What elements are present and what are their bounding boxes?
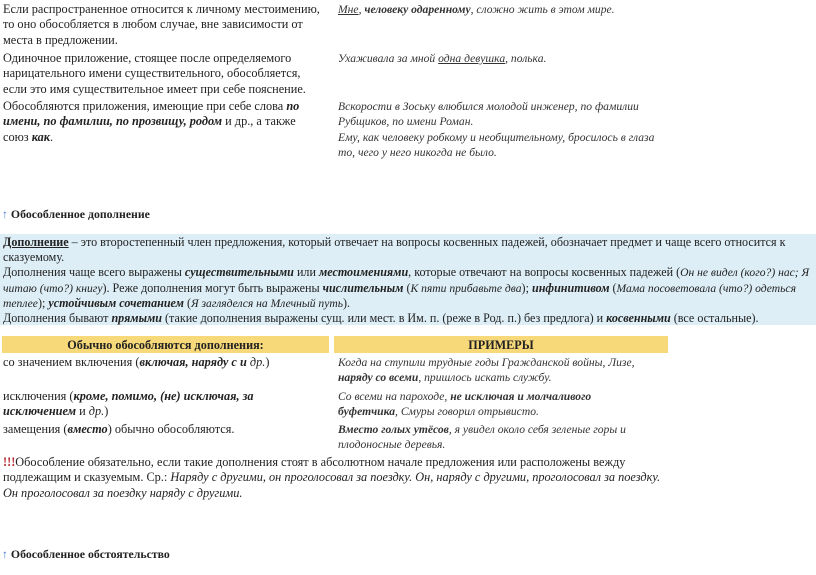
example-1-underlined: Мне bbox=[338, 3, 359, 16]
rule-3 bbox=[3, 99, 321, 145]
r1la: со значением включения ( bbox=[3, 355, 140, 369]
p2m: ( bbox=[609, 280, 617, 295]
r1le: ) bbox=[265, 355, 270, 369]
rule-1: Если распространенное относится к личному местоимению, то оно обособляется в любом случае, вне зависимости от места в предложении. bbox=[3, 2, 320, 47]
table2-row1-right bbox=[338, 355, 668, 386]
r1ra: Когда на ступили трудные годы Гражданской войны, Лизе, bbox=[338, 356, 635, 369]
example-2-post: , полька. bbox=[505, 52, 547, 65]
rule-3-pre: Обособляются приложения, имеющие при себе слова bbox=[3, 99, 287, 113]
p2g: ). Реже дополнения могут быть выражены bbox=[102, 280, 323, 295]
p2i: ( bbox=[403, 280, 411, 295]
definition-p3 bbox=[3, 311, 813, 326]
note-examples: Наряду с другими, он проголосовал за поездку. Он, наряду с другими, проголосовал за поездку. Он проголосовал за поездку наряду с другими. bbox=[3, 470, 661, 500]
p2j: К пяти прибавьте два bbox=[410, 281, 522, 295]
p2d: местоимениями bbox=[318, 265, 409, 280]
r3lb: вместо bbox=[67, 422, 108, 436]
p3a: Дополнения бывают bbox=[3, 311, 112, 326]
example-3 bbox=[338, 99, 673, 160]
r1ld: др. bbox=[249, 355, 266, 369]
p2f: Он не видел (кого?) нас; Я читаю (что?) книгу bbox=[3, 266, 810, 295]
section-title: Обособленное дополнение bbox=[10, 207, 150, 221]
definition-p2 bbox=[3, 265, 813, 311]
r2ra: Со всеми на пароходе, bbox=[338, 390, 451, 403]
example-1-rest: , сложно жить в этом мире. bbox=[470, 3, 615, 16]
r1rb: наряду со всеми bbox=[338, 371, 419, 385]
note-paragraph bbox=[3, 455, 673, 501]
p3b: прямыми bbox=[111, 311, 162, 326]
example-2-pre: Ухаживала за мной bbox=[338, 52, 439, 65]
p2a: Дополнения чаще всего выражены bbox=[3, 265, 185, 280]
p2h: числительным bbox=[322, 280, 404, 295]
table2-row2-left bbox=[3, 389, 293, 420]
p2b: существительными bbox=[184, 265, 294, 280]
example-1-bold: человеку одаренному bbox=[364, 3, 471, 16]
table2-row3-left bbox=[3, 422, 328, 437]
p3c: (такие дополнения выражены сущ. или мест. в Им. п. (реже в Род. п.) без предлога) и bbox=[161, 311, 607, 326]
r2la: исключения ( bbox=[3, 389, 74, 403]
p2p: устойчивым сочетанием bbox=[48, 295, 184, 310]
r3rb: Вместо голых утёсов bbox=[338, 423, 449, 436]
definition-p1-text: – это второстепенный член предложения, который отвечает на вопросы косвенных падежей, обозначает предмет и чаще всего относится к сказуемому. bbox=[3, 235, 786, 265]
section-title: Обособленное обстоятельство bbox=[10, 547, 170, 561]
table2-row1-left bbox=[3, 355, 328, 370]
r3la: замещения ( bbox=[3, 422, 68, 436]
definition-text bbox=[3, 235, 813, 326]
exclamation-icon: !!! bbox=[3, 455, 16, 469]
up-arrow-icon[interactable]: ↑ bbox=[2, 547, 8, 561]
p2c: или bbox=[293, 265, 319, 280]
r2lb: кроме, помимо, (не) исключая, за исключением bbox=[3, 389, 254, 419]
section-heading-obstoyatelstvo bbox=[2, 547, 170, 562]
p2n: Мама посоветовала (что?) одеться теплее bbox=[3, 281, 796, 310]
rule-3-bold: по имени, по фамилии, по прозвищу, родом bbox=[3, 99, 300, 129]
p2l: инфинитивом bbox=[531, 280, 610, 295]
r2rb: не исключая и молчаливого буфетчика bbox=[338, 390, 592, 419]
r2le: ) bbox=[104, 404, 109, 419]
example-1 bbox=[338, 2, 678, 17]
r2lc: и bbox=[76, 404, 89, 419]
up-arrow-icon[interactable]: ↑ bbox=[2, 207, 8, 221]
rule-2: Одиночное приложение, стоящее после определяемого нарицательного имени существительного, обособляется, если это имя существительное имеет при себе пояснение. bbox=[3, 51, 306, 96]
r1rc: , пришлось искать службу. bbox=[418, 371, 552, 385]
example-3-line2: Ему, как человеку робкому и необщительному, бросилось в глаза то, чего у него никогда не было. bbox=[338, 130, 655, 159]
term: Дополнение bbox=[3, 235, 69, 249]
p2e: , которые отвечают на вопросы косвенных падежей ( bbox=[408, 265, 681, 280]
p2s: ). bbox=[343, 295, 351, 310]
table2-header-left: Обычно обособляются дополнения: bbox=[2, 336, 329, 353]
rule-3-bold2: как bbox=[31, 129, 51, 144]
table2-header-right: ПРИМЕРЫ bbox=[334, 336, 668, 353]
r2ld: др. bbox=[88, 404, 105, 419]
example-2 bbox=[338, 51, 678, 66]
example-3-line1: Вскорости в Зоську влюбился молодой инженер, по фамилии Рубщиков, по имени Роман. bbox=[338, 100, 639, 129]
p2q: ( bbox=[183, 295, 191, 310]
r3rc: , я увидел около себя зеленые горы и плодоносные деревья. bbox=[338, 423, 626, 452]
p2r: Я загляделся на Млечный путь bbox=[190, 296, 343, 310]
table2-row3-right bbox=[338, 422, 668, 453]
p3d: косвенными bbox=[606, 311, 671, 326]
definition-p1 bbox=[3, 235, 813, 265]
rule-3-mid: и др., а также союз bbox=[3, 114, 296, 144]
example-2-underlined: одна девушка bbox=[438, 52, 506, 65]
p3e: (все остальные). bbox=[670, 311, 759, 326]
p2k: ); bbox=[521, 280, 532, 295]
note-text: Обособление обязательно, если такие дополнения стоят в абсолютном начале предложения или расположены вежду подлежащим и сказуемым. Ср.: bbox=[3, 455, 626, 485]
r1lb: включая, наряду с и bbox=[139, 355, 247, 369]
section-heading-dopolnenie bbox=[2, 207, 150, 222]
p2o: ); bbox=[37, 295, 49, 310]
r2rc: , Смуры говорил отрывисто. bbox=[395, 405, 539, 419]
r3lc: ) обычно обособляются. bbox=[107, 422, 235, 436]
example-1-comma: , bbox=[358, 3, 365, 16]
table2-row2-right bbox=[338, 389, 638, 420]
rule-3-end: . bbox=[50, 129, 54, 144]
